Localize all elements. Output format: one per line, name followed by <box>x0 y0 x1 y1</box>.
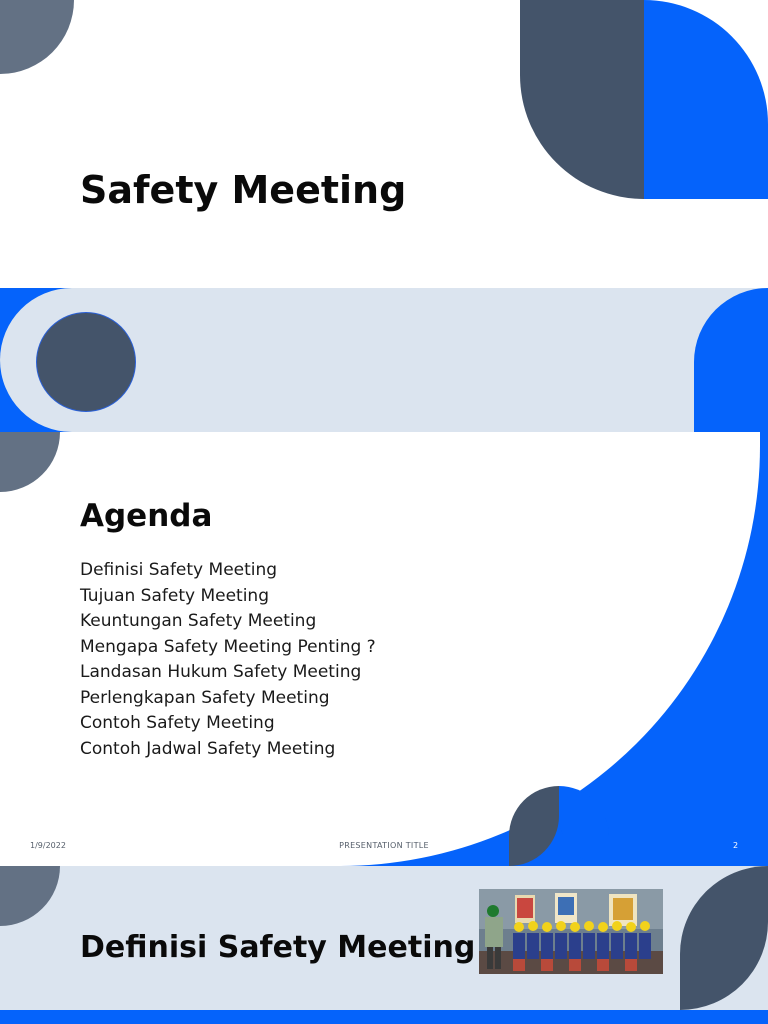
footer-presentation-title: PRESENTATION TITLE <box>339 841 429 850</box>
corner-quarter-circle-shape <box>0 866 60 926</box>
agenda-item: Contoh Jadwal Safety Meeting <box>80 738 336 759</box>
agenda-item: Tujuan Safety Meeting <box>80 585 269 606</box>
slide-title: Safety Meeting <box>80 168 407 212</box>
title-slide <box>0 0 768 288</box>
agenda-item: Landasan Hukum Safety Meeting <box>80 662 362 682</box>
slide-title: Definisi Safety Meeting <box>80 930 476 965</box>
agenda-item: Definisi Safety Meeting <box>80 560 278 580</box>
slate-leaf-shape <box>520 0 644 199</box>
slate-circle-shape <box>36 312 136 412</box>
blue-small-leaf-shape <box>559 786 609 866</box>
blue-bottom-bar <box>0 1010 768 1024</box>
footer-page-number: 2 <box>733 841 739 850</box>
agenda-list <box>80 558 376 762</box>
agenda-item: Keuntungan Safety Meeting <box>80 611 317 631</box>
section-divider-slide <box>0 288 768 432</box>
photo-illustration <box>479 889 663 974</box>
definition-slide <box>0 866 768 1024</box>
agenda-slide <box>0 432 768 866</box>
footer-date: 1/9/2022 <box>30 841 66 850</box>
agenda-item: Mengapa Safety Meeting Penting ? <box>80 636 376 657</box>
agenda-item: Contoh Safety Meeting <box>80 713 275 733</box>
agenda-heading: Agenda <box>80 498 213 534</box>
slate-leaf-shape <box>680 866 768 1010</box>
safety-briefing-photo <box>479 889 663 974</box>
blue-leaf-shape <box>644 0 768 199</box>
agenda-item: Perlengkapan Safety Meeting <box>80 687 330 708</box>
corner-quarter-circle-shape <box>0 0 74 74</box>
